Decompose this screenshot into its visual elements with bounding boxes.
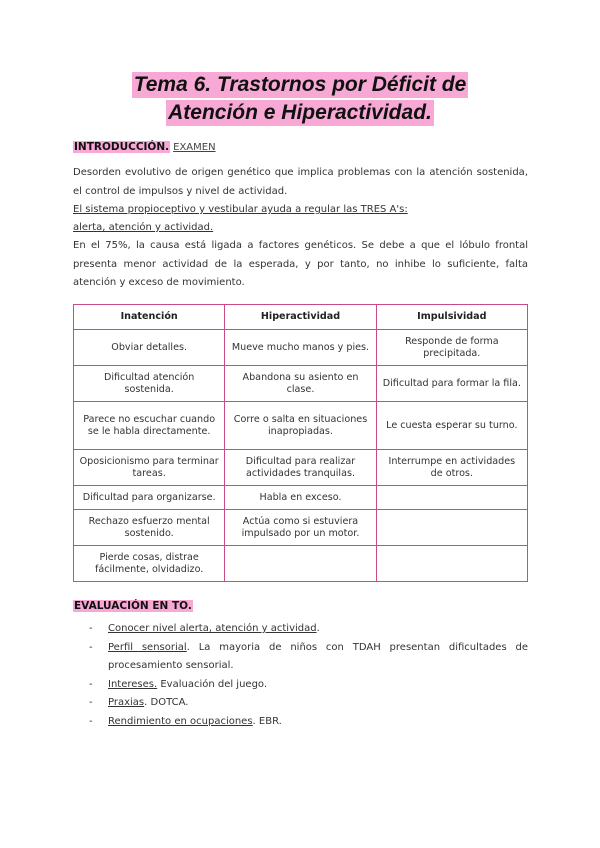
evaluation-list xyxy=(73,620,528,731)
table-cell: Dificultad para formar la fila. xyxy=(376,366,527,402)
item-text: . La mayoria de niños con TDAH presentan dificultades de procesamiento sensorial. xyxy=(108,641,528,671)
bullet-dash: - xyxy=(89,623,93,634)
item-underlined: Conocer nivel alerta, atención y actividad xyxy=(108,623,317,634)
table-cell: Dificultad para organizarse. xyxy=(74,486,225,510)
table-row xyxy=(74,450,528,486)
table-row xyxy=(74,366,528,402)
intro-paragraph-2: En el 75%, la causa está ligada a factores genéticos. Se debe a que el lóbulo frontal presenta menor actividad de la esperada, y por tanto, no inhibe lo suficiente, falta atención y exceso de movimiento. xyxy=(73,240,528,288)
evaluation-heading xyxy=(73,600,193,612)
table-cell: Habla en exceso. xyxy=(225,486,376,510)
item-text: . xyxy=(316,623,320,634)
intro-paragraph-1: Desorden evolutivo de origen genético que implica problemas con la atención sostenida, el control de impulsos y nivel de actividad. xyxy=(73,167,528,197)
bullet-dash: - xyxy=(89,715,93,727)
table-cell: Abandona su asiento en clase. xyxy=(225,366,376,402)
table-cell: Responde de forma precipitada. xyxy=(376,330,527,366)
table-cell: Actúa como si estuviera impulsado por un motor. xyxy=(225,510,376,546)
intro-heading-text: INTRODUCCIÓN. xyxy=(74,141,170,153)
table-row xyxy=(74,330,528,366)
intro-underline-2: alerta, atención y actividad. xyxy=(73,222,214,233)
table-cell: Oposicionismo para terminar tareas. xyxy=(74,450,225,486)
item-text: Evaluación del juego. xyxy=(157,678,268,690)
table-row xyxy=(74,486,528,510)
item-underlined: Praxias xyxy=(108,697,145,708)
bullet-dash: - xyxy=(89,697,93,708)
list-item xyxy=(73,620,528,639)
item-text: . DOTCA. xyxy=(144,697,189,708)
list-item xyxy=(73,694,528,713)
table-cell: Dificultad para realizar actividades tranquilas. xyxy=(225,450,376,486)
bullet-dash: - xyxy=(89,678,93,690)
table-cell: Interrumpe en actividades de otros. xyxy=(376,450,527,486)
header-hiperactividad: Hiperactividad xyxy=(225,305,376,330)
list-item xyxy=(73,676,528,695)
table-cell: Rechazo esfuerzo mental sostenido. xyxy=(74,510,225,546)
table-cell xyxy=(225,546,376,582)
item-text: . EBR. xyxy=(252,715,282,727)
table-row xyxy=(74,546,528,582)
exam-tag: EXAMEN xyxy=(173,142,216,153)
item-underlined: Intereses. xyxy=(108,678,158,690)
table-cell xyxy=(376,546,527,582)
title-line-1: Tema 6. Trastornos por Déficit de xyxy=(133,73,467,96)
table-row xyxy=(74,510,528,546)
header-inatencion: Inatención xyxy=(74,305,225,330)
list-item xyxy=(73,713,528,732)
table-cell: Dificultad atención sostenida. xyxy=(74,366,225,402)
document-title xyxy=(0,72,600,128)
table-cell: Le cuesta esperar su turno. xyxy=(376,402,527,450)
table-cell: Pierde cosas, distrae fácilmente, olvidadizo. xyxy=(74,546,225,582)
title-line-2: Atención e Hiperactividad. xyxy=(168,101,432,124)
item-underlined: Rendimiento en ocupaciones xyxy=(108,715,253,727)
item-underlined: Perfil sensorial xyxy=(108,641,187,653)
table-cell: Obviar detalles. xyxy=(74,330,225,366)
symptoms-table xyxy=(73,304,528,582)
evaluation-heading-text: EVALUACIÓN EN TO. xyxy=(74,600,192,612)
table-cell xyxy=(376,486,527,510)
table-row xyxy=(74,402,528,450)
list-item xyxy=(73,639,528,676)
intro-heading xyxy=(73,141,216,153)
header-impulsividad: Impulsividad xyxy=(376,305,527,330)
table-cell: Parece no escuchar cuando se le habla directamente. xyxy=(74,402,225,450)
table-cell xyxy=(376,510,527,546)
bullet-dash: - xyxy=(89,641,93,653)
table-header-row xyxy=(74,305,528,330)
intro-underline-1: El sistema propioceptivo y vestibular ayuda a regular las TRES A's: xyxy=(73,204,408,215)
table-cell: Mueve mucho manos y pies. xyxy=(225,330,376,366)
table-cell: Corre o salta en situaciones inapropiadas. xyxy=(225,402,376,450)
